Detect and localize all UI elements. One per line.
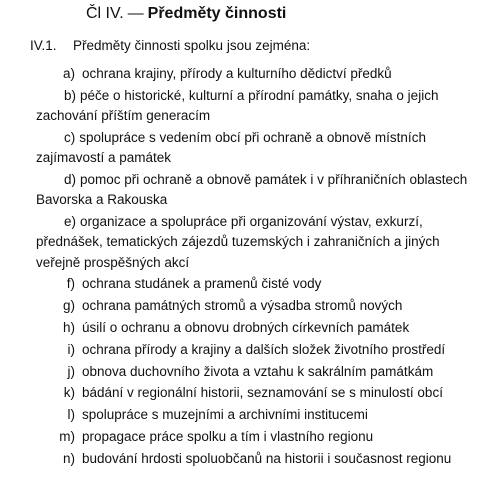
list-item [36,212,486,273]
item-text: spolupráce s vedením obcí při ochraně a obnově místních zajímavostí a památek [36,129,426,166]
item-text: organizace a spolupráce při organizování výstav, exkurzí, přednášek, tematických zájezdů tuzemských i zahraničních a jiných veřejně prospěšných akcí [36,214,440,270]
item-text: propagace práce spolku a tím i vlastního regionu [82,429,374,445]
heading-separator: — [127,5,144,22]
list-item [36,340,486,360]
item-letter: j) [67,363,75,379]
item-letter: c) [64,129,76,145]
list-item [36,296,486,316]
item-letter: e) [64,214,77,230]
item-text: bádání v regionální historii, seznamování se s minulostí obcí [82,385,443,401]
item-letter: n) [62,450,75,466]
item-text: budování hrdosti spoluobčanů na historii i současnost regionu [82,450,452,466]
list-item [36,449,486,469]
article-title: Předměty činnosti [147,5,287,22]
item-letter: h) [62,320,75,336]
item-text: ochrana přírody a krajiny a dalších složek životního prostředí [82,341,446,357]
item-letter: g) [62,298,75,314]
item-letter: k) [63,385,75,401]
article-number: Čl IV. [86,5,124,22]
list-item [36,86,486,127]
item-letter: f) [66,276,75,292]
activity-list [36,64,486,471]
list-item [36,128,486,169]
item-letter: b) [64,87,77,103]
list-item [36,318,486,338]
item-text: spolupráce s muzejními a archivními institucemi [82,407,368,423]
item-text: obnova duchovního života a vztahu k sakrálním památkám [82,363,434,379]
list-item [36,383,486,403]
section-number: IV.1. [30,38,57,53]
item-text: ochrana krajiny, přírody a kulturního dědictví předků [82,66,392,81]
item-letter: a) [62,66,75,81]
item-letter: d) [64,171,77,187]
list-item [36,170,486,211]
item-letter: i) [67,341,75,357]
item-letter: m) [59,429,75,445]
item-letter: l) [67,407,75,423]
list-item [36,427,486,447]
list-item [36,64,486,84]
item-text: úsilí o ochranu a obnovu drobných církevních památek [82,320,410,336]
list-item [36,362,486,382]
list-item [36,405,486,425]
article-heading [86,4,286,24]
section-intro: Předměty činnosti spolku jsou zejména: [73,38,311,53]
item-text: ochrana památných stromů a výsadba stromů nových [82,298,403,314]
item-text: ochrana studánek a pramenů čisté vody [82,276,322,292]
item-text: péče o historické, kulturní a přírodní památky, snaha o jejich zachování příštím generacím [36,87,439,124]
list-item [36,274,486,294]
item-text: pomoc při ochraně a obnově památek i v příhraničních oblastech Bavorska a Rakouska [36,171,468,208]
